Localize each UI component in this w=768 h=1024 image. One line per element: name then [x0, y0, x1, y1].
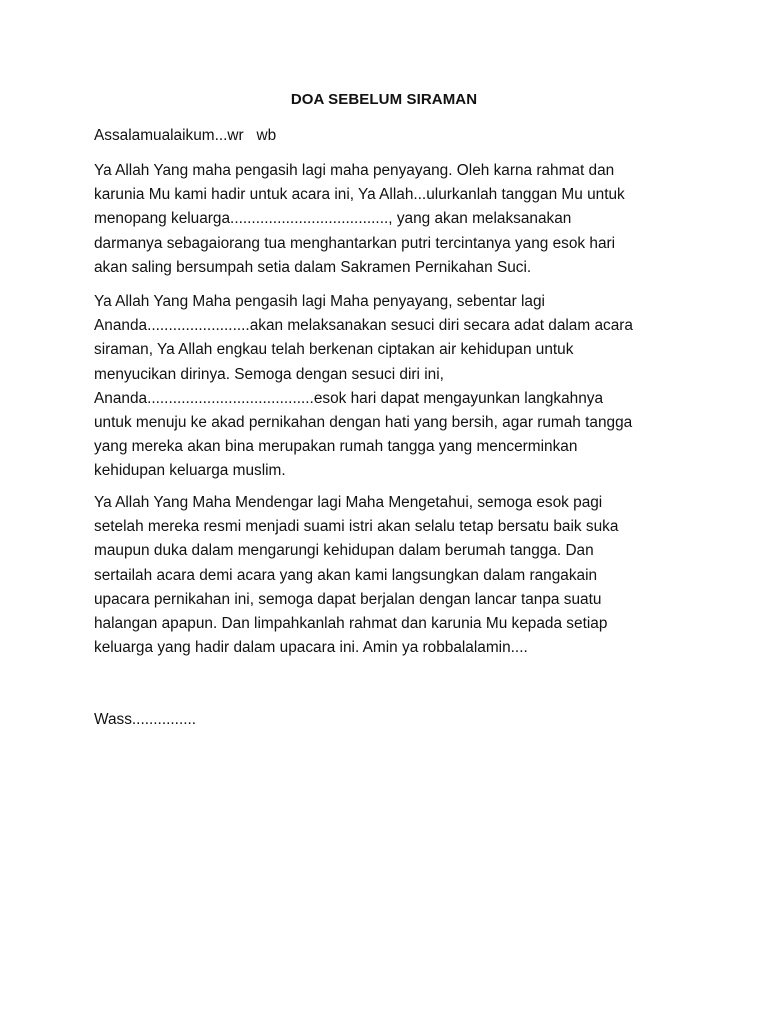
paragraph-line: menyucikan dirinya. Semoga dengan sesuci diri ini,	[94, 365, 444, 383]
paragraph-line: Ananda........................akan melaksanakan sesuci diri secara adat dalam acara	[94, 317, 633, 335]
closing-text: Wass...............	[94, 711, 197, 728]
paragraph-line: Ya Allah Yang Maha Mendengar lagi Maha Mengetahui, semoga esok pagi	[94, 494, 603, 511]
paragraph-line: Ya Allah Yang Maha pengasih lagi Maha penyayang, sebentar lagi	[94, 293, 545, 310]
paragraph-line: untuk menuju ke akad pernikahan dengan hati yang bersih, agar rumah tangga	[94, 413, 633, 431]
paragraph-line: sertailah acara demi acara yang akan kami langsungkan dalam rangakain	[94, 566, 598, 584]
paragraph-line: yang mereka akan bina merupakan rumah tangga yang mencerminkan	[94, 438, 578, 456]
document-title: DOA SEBELUM SIRAMAN	[290, 91, 478, 108]
greeting-text: Assalamualaikum...wr wb	[94, 127, 277, 144]
paragraph-line: upacara pernikahan ini, semoga dapat berjalan dengan lancar tanpa suatu	[94, 590, 602, 608]
paragraph-line: setelah mereka resmi menjadi suami istri akan selalu tetap bersatu baik suka	[94, 518, 619, 536]
paragraph-line: halangan apapun. Dan limpahkanlah rahmat dan karunia Mu kepada setiap	[94, 614, 608, 632]
paragraph-line: maupun duka dalam mengarungi kehidupan dalam berumah tangga. Dan	[94, 542, 594, 560]
paragraph-3	[94, 491, 694, 660]
paragraph-line: darmanya sebagaiorang tua menghantarkan putri tercintanya yang esok hari	[94, 234, 616, 252]
paragraph-line: keluarga yang hadir dalam upacara ini. Amin ya robbalalamin....	[94, 639, 528, 657]
paragraph-1	[94, 159, 694, 280]
paragraph-line: karunia Mu kami hadir untuk acara ini, Ya Allah...ulurkanlah tanggan Mu untuk	[94, 186, 625, 204]
paragraph-2	[94, 290, 694, 484]
paragraph-line: siraman, Ya Allah engkau telah berkenan ciptakan air kehidupan untuk	[94, 341, 574, 359]
paragraph-line: Ya Allah Yang maha pengasih lagi maha penyayang. Oleh karna rahmat dan	[94, 162, 615, 179]
paragraph-line: kehidupan keluarga muslim.	[94, 462, 286, 480]
paragraph-line: menopang keluarga....................................., yang akan melaksanakan	[94, 210, 572, 228]
paragraph-line: Ananda.......................................esok hari dapat mengayunkan langkahnya	[94, 389, 604, 407]
paragraph-line: akan saling bersumpah setia dalam Sakramen Pernikahan Suci.	[94, 258, 532, 276]
